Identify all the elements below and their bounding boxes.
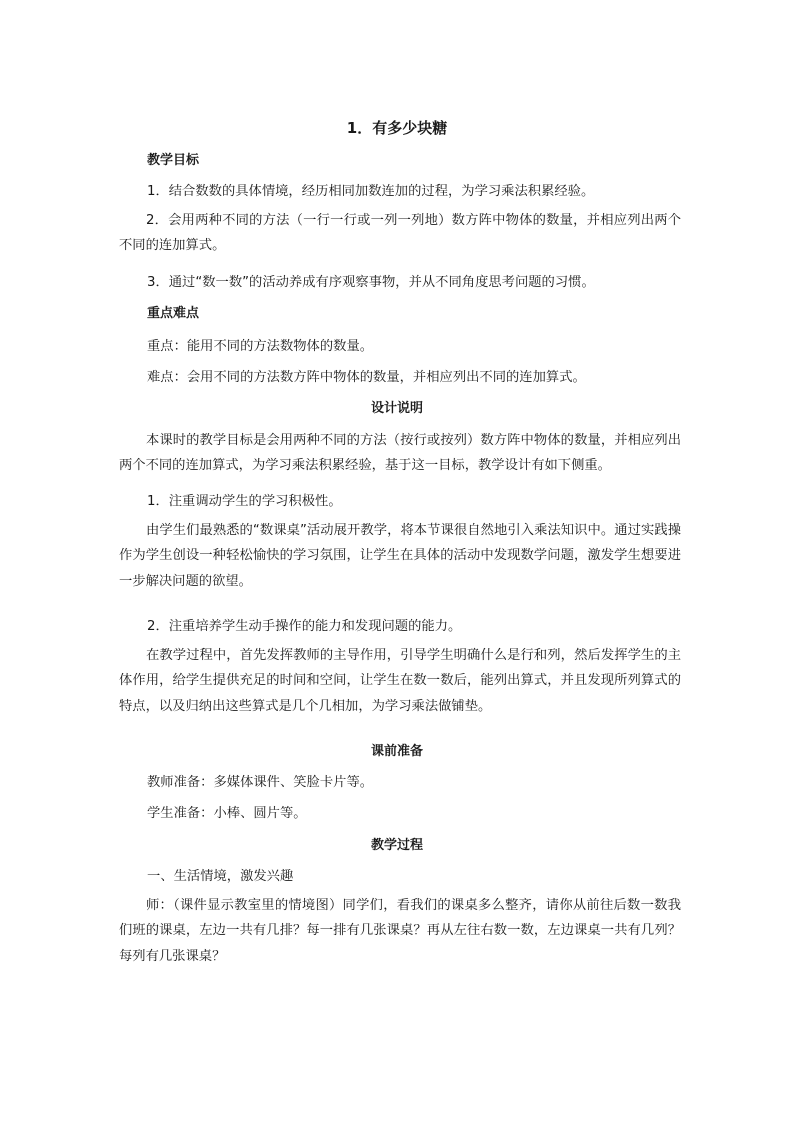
design-heading: 设计说明 [370, 401, 423, 416]
preparation-heading: 课前准备 [370, 744, 423, 759]
design-point2-title: 2．注重培养学生动手操作的能力和发现问题的能力。 [147, 619, 462, 634]
design-point1-title: 1．注重调动学生的学习积极性。 [147, 494, 342, 509]
process-heading: 教学过程 [370, 838, 423, 853]
objective-item-3: 3．通过“数一数”的活动养成有序观察事物，并从不同角度思考问题的习惯。 [147, 275, 595, 290]
design-point1-text: 由学生们最熟悉的“数课桌”活动展开教学，将本节课很自然地引入乘法知识中。通过实践操作为学生创设一种轻松愉快的学习氛围，让学生在具体的活动中发现数学问题，激发学生想要进一步解决问题的欲望。 [119, 523, 681, 589]
objective-item-2: 2．会用两种不同的方法（一行一行或一列一列地）数方阵中物体的数量，并相应列出两个不同的连加算式。 [119, 213, 681, 254]
teacher-talk: 师：（课件显示教室里的情境图）同学们，看我们的课桌多么整齐，请你从前往后数一数我们班的课桌，左边一共有几排？每一排有几张课桌？再从左往右数一数，左边课桌一共有几列？每列有几张课桌？ [119, 898, 681, 964]
process-section-1: 一、生活情境，激发兴趣 [147, 869, 294, 884]
objectives-heading: 教学目标 [147, 153, 200, 168]
teacher-preparation: 教师准备：多媒体课件、笑脸卡片等。 [147, 775, 374, 790]
design-intro: 本课时的教学目标是会用两种不同的方法（按行或按列）数方阵中物体的数量，并相应列出两个不同的连加算式，为学习乘法积累经验，基于这一目标，教学设计有如下侧重。 [119, 433, 681, 474]
design-point2-text: 在教学过程中，首先发挥教师的主导作用，引导学生明确什么是行和列，然后发挥学生的主体作用，给学生提供充足的时间和空间，让学生在数一数后，能列出算式，并且发现所列算式的特点，以及归纳出这些算式是几个几相加，为学习乘法做铺垫。 [119, 648, 681, 714]
difficulty-text: 难点：会用不同的方法数方阵中物体的数量，并相应列出不同的连加算式。 [147, 370, 586, 385]
student-preparation: 学生准备：小棒、圆片等。 [147, 806, 307, 821]
key-point-text: 重点：能用不同的方法数物体的数量。 [147, 339, 374, 354]
key-points-heading: 重点难点 [147, 306, 200, 321]
page-title: 1．有多少块糖 [346, 119, 448, 137]
objective-item-1: 1．结合数数的具体情境，经历相同加数连加的过程，为学习乘法积累经验。 [147, 184, 595, 199]
